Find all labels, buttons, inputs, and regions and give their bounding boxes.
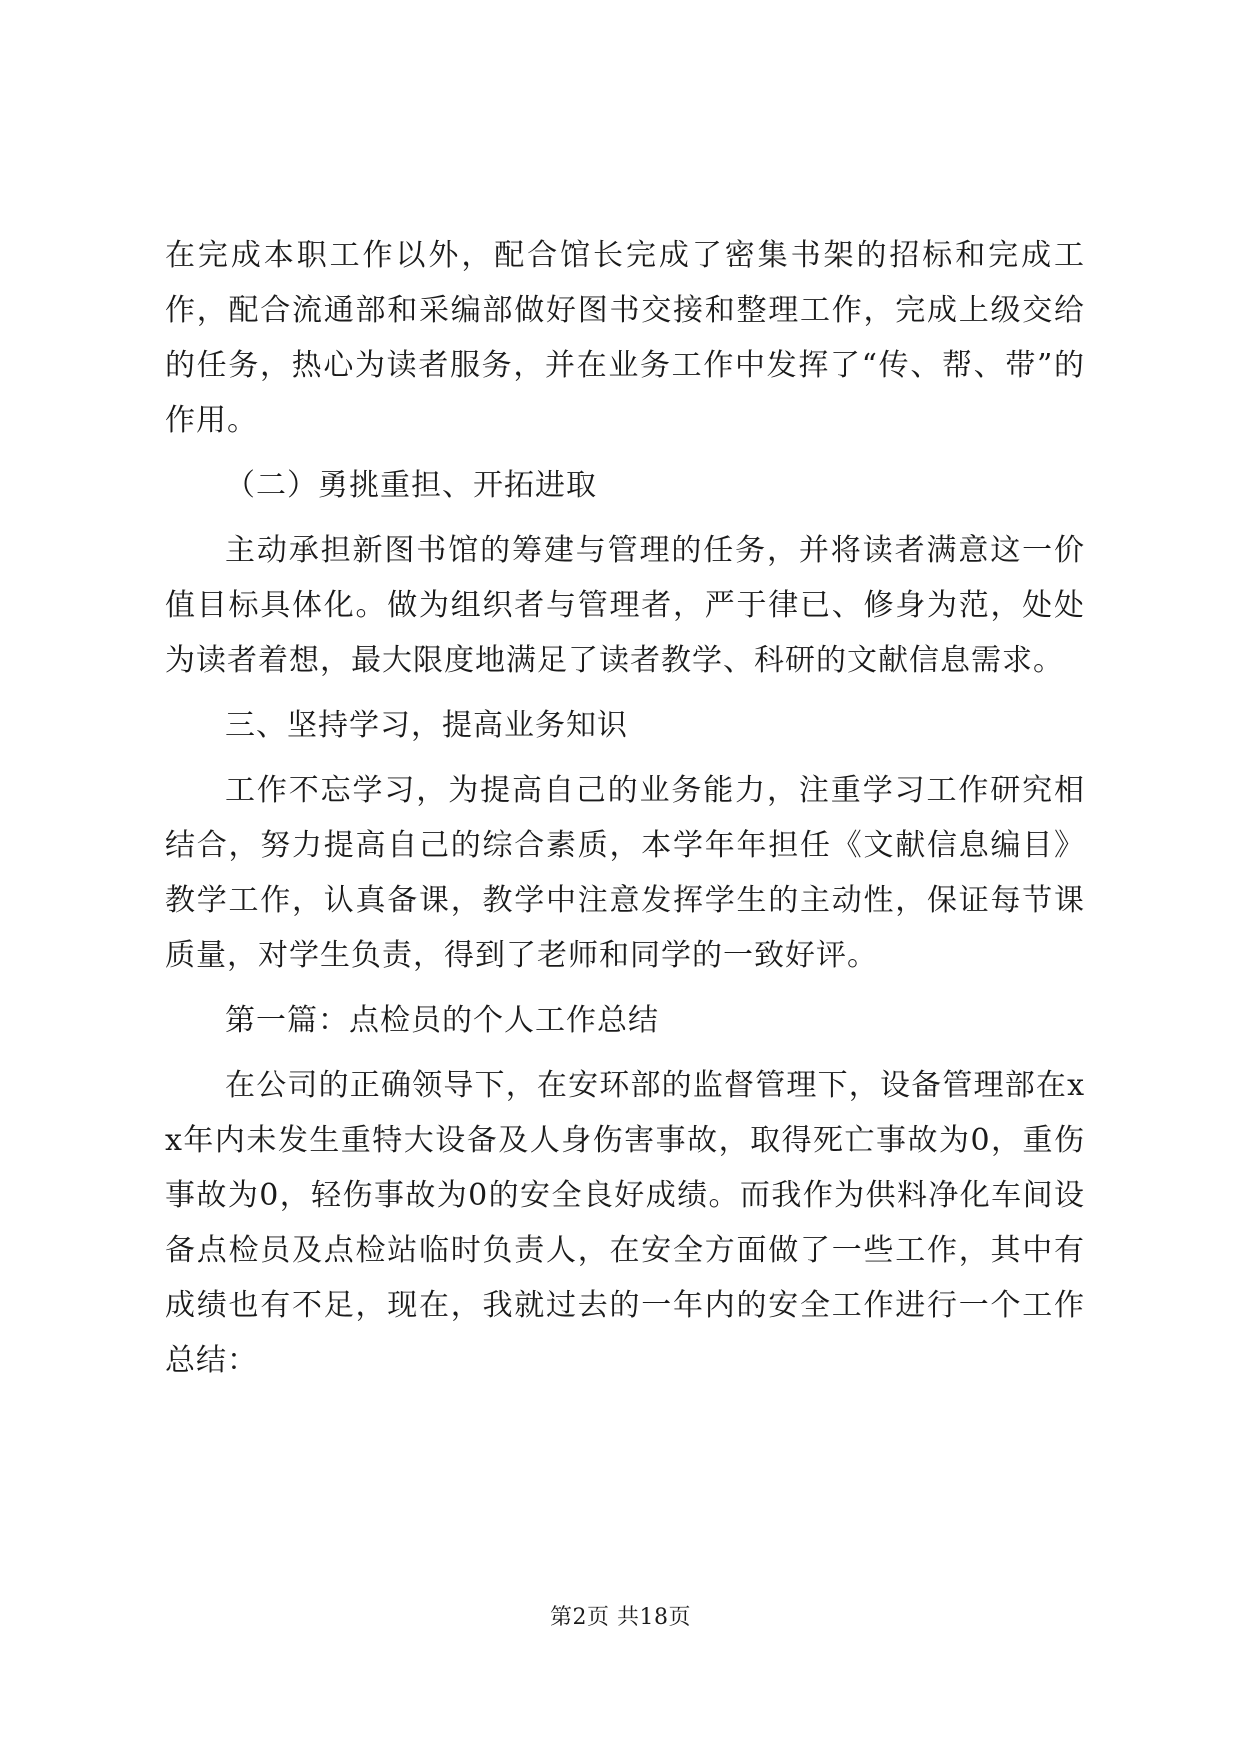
paragraph-1: 在完成本职工作以外，配合馆长完成了密集书架的招标和完成工作，配合流通部和采编部做好图书交接和整理工作，完成上级交给的任务，热心为读者服务，并在业务工作中发挥了“传、帮、带”的作用。 <box>165 238 1085 438</box>
paragraph-3: 主动承担新图书馆的筹建与管理的任务，并将读者满意这一价值目标具体化。做为组织者与管理者，严于律已、修身为范，处处为读者着想，最大限度地满足了读者教学、科研的文献信息需求。 <box>165 533 1085 678</box>
page-number-footer: 第2页 共18页 <box>550 1605 691 1630</box>
document-body <box>165 228 1085 1398</box>
paragraph-7: 在公司的正确领导下，在安环部的监督管理下，设备管理部在xx年内未发生重特大设备及人身伤害事故，取得死亡事故为0，重伤事故为0，轻伤事故为0的安全良好成绩。而我作为供料净化车间设备点检员及点检站临时负责人，在安全方面做了一些工作，其中有成绩也有不足，现在，我就过去的一年内的安全工作进行一个工作总结： <box>165 1068 1085 1378</box>
section-heading-3: 三、坚持学习，提高业务知识 <box>225 708 628 743</box>
article-title: 第一篇：点检员的个人工作总结 <box>225 1003 659 1038</box>
paragraph-5: 工作不忘学习，为提高自己的业务能力，注重学习工作研究相结合，努力提高自己的综合素质，本学年年担任《文献信息编目》教学工作，认真备课，教学中注意发挥学生的主动性，保证每节课质量，对学生负责，得到了老师和同学的一致好评。 <box>165 773 1085 973</box>
section-heading-2: （二）勇挑重担、开拓进取 <box>225 468 597 503</box>
